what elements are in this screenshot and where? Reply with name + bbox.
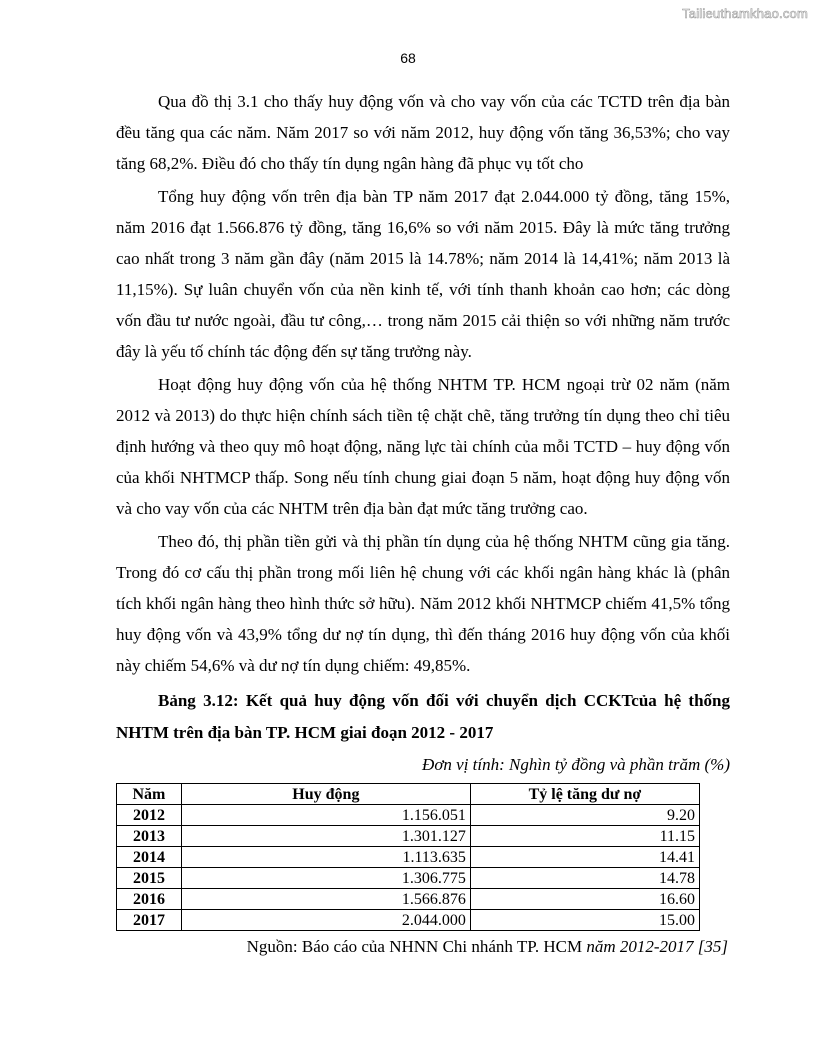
table-row xyxy=(117,910,700,931)
paragraph-3: Hoạt động huy động vốn của hệ thống NHTM TP. HCM ngoại trừ 02 năm (năm 2012 và 2013) do thực hiện chính sách tiền tệ chặt chẽ, tăng trưởng tín dụng theo chỉ tiêu định hướng và theo quy mô hoạt động, năng lực tài chính của mỗi TCTD – huy động vốn của khối NHTMCP thấp. Song nếu tính chung giai đoạn 5 năm, hoạt động huy động vốn và cho vay vốn của các NHTM trên địa bàn đạt mức tăng trưởng cao. xyxy=(116,375,730,518)
header-mobilization: Huy động xyxy=(181,784,470,805)
cell-mobilization: 2.044.000 xyxy=(181,910,470,931)
table-row xyxy=(117,847,700,868)
data-table xyxy=(116,783,700,931)
source-note xyxy=(116,935,730,959)
table-caption: Bảng 3.12: Kết quả huy động vốn đối với chuyển dịch CCKTcủa hệ thống NHTM trên địa bàn TP. HCM giai đoạn 2012 - 2017 xyxy=(116,691,730,742)
cell-mobilization: 1.113.635 xyxy=(181,847,470,868)
cell-growth-rate: 11.15 xyxy=(470,826,699,847)
cell-mobilization: 1.156.051 xyxy=(181,805,470,826)
cell-year: 2012 xyxy=(117,805,182,826)
cell-year: 2017 xyxy=(117,910,182,931)
table-row xyxy=(117,868,700,889)
watermark: Tailieuthamkhao.com xyxy=(682,6,808,21)
header-year: Năm xyxy=(117,784,182,805)
cell-year: 2014 xyxy=(117,847,182,868)
paragraph-4: Theo đó, thị phần tiền gửi và thị phần tín dụng của hệ thống NHTM cũng gia tăng. Trong đó cơ cấu thị phần trong mối liên hệ chung với các khối ngân hàng khác là (phân tích khối ngân hàng theo hình thức sở hữu). Năm 2012 khối NHTMCP chiếm 41,5% tổng huy động vốn và 43,9% tổng dư nợ tín dụng, thì đến tháng 2016 huy động vốn của khối này chiếm 54,6% và dư nợ tín dụng chiếm: 49,85%. xyxy=(116,532,730,675)
paragraph-1: Qua đồ thị 3.1 cho thấy huy động vốn và cho vay vốn của các TCTD trên địa bàn đều tăng qua các năm. Năm 2017 so với năm 2012, huy động vốn tăng 36,53%; cho vay tăng 68,2%. Điều đó cho thấy tín dụng ngân hàng đã phục vụ tốt cho xyxy=(116,92,730,173)
unit-note: Đơn vị tính: Nghìn tỷ đồng và phần trăm (%) xyxy=(422,755,730,774)
cell-mobilization: 1.306.775 xyxy=(181,868,470,889)
paragraph-2: Tổng huy động vốn trên địa bàn TP năm 2017 đạt 2.044.000 tỷ đồng, tăng 15%, năm 2016 đạt 1.566.876 tỷ đồng, tăng 16,6% so với năm 2015. Đây là mức tăng trưởng cao nhất trong 3 năm gần đây (năm 2015 là 14.78%; năm 2014 là 14,41%; năm 2013 là 11,15%). Sự luân chuyển vốn của nền kinh tế, với tính thanh khoản cao hơn; các dòng vốn đầu tư nước ngoài, đầu tư công,… trong năm 2015 cải thiện so với những năm trước đây là yếu tố chính tác động đến sự tăng trưởng này. xyxy=(116,187,730,361)
cell-growth-rate: 16.60 xyxy=(470,889,699,910)
cell-year: 2013 xyxy=(117,826,182,847)
table-row xyxy=(117,805,700,826)
cell-year: 2015 xyxy=(117,868,182,889)
page-number: 68 xyxy=(400,50,416,66)
cell-mobilization: 1.566.876 xyxy=(181,889,470,910)
cell-growth-rate: 9.20 xyxy=(470,805,699,826)
table-row xyxy=(117,889,700,910)
cell-mobilization: 1.301.127 xyxy=(181,826,470,847)
table-header-row xyxy=(117,784,700,805)
source-years: năm 2012-2017 [35] xyxy=(586,937,728,956)
header-growth-rate: Tỷ lệ tăng dư nợ xyxy=(470,784,699,805)
document-body xyxy=(116,86,730,959)
cell-growth-rate: 14.41 xyxy=(470,847,699,868)
table-row xyxy=(117,826,700,847)
cell-year: 2016 xyxy=(117,889,182,910)
cell-growth-rate: 14.78 xyxy=(470,868,699,889)
cell-growth-rate: 15.00 xyxy=(470,910,699,931)
source-text: Nguồn: Báo cáo của NHNN Chi nhánh TP. HCM xyxy=(246,937,587,956)
